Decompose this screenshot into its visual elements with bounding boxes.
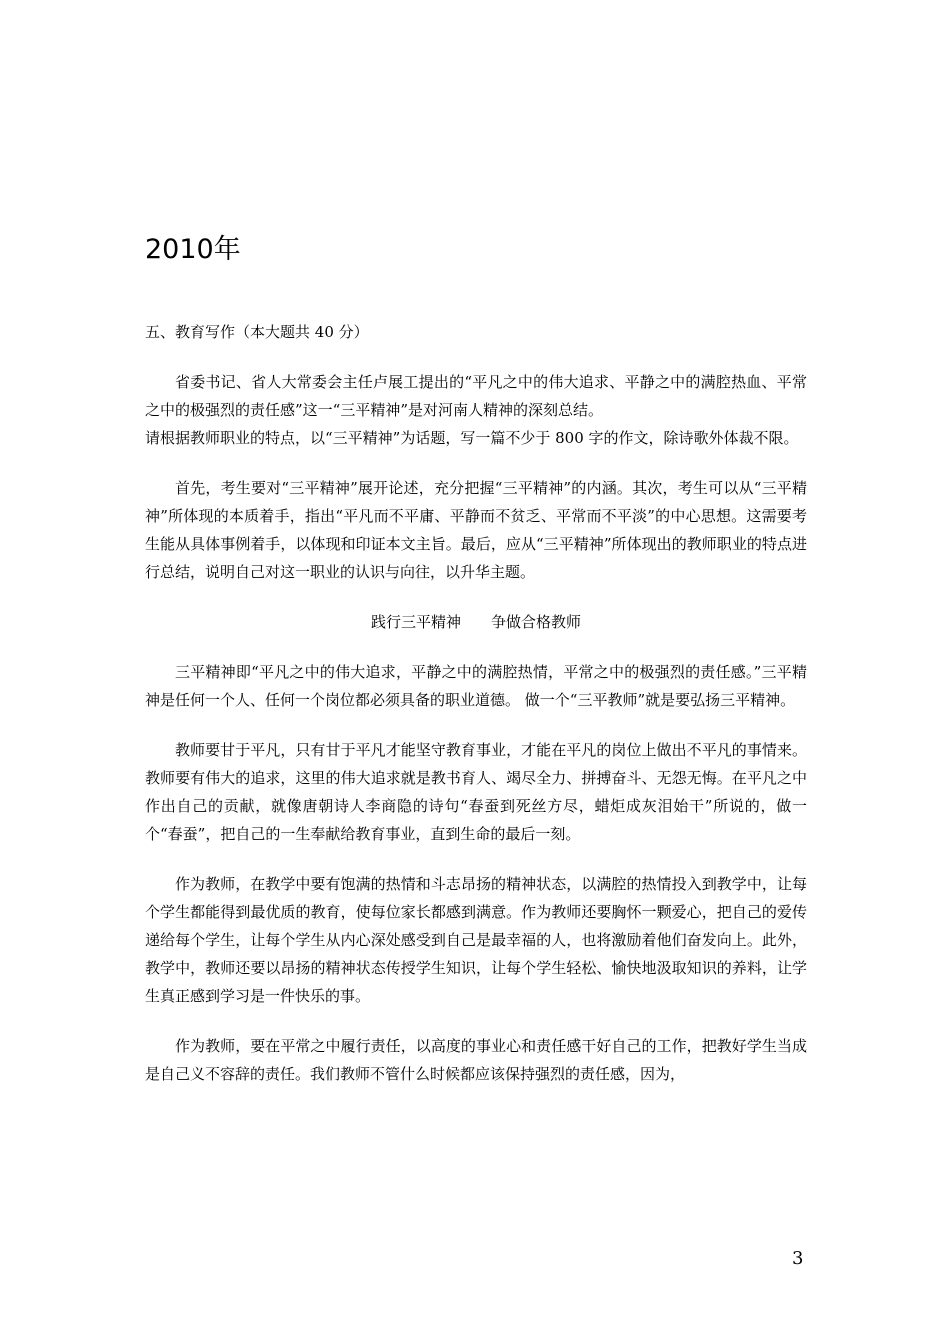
essay-paragraph-2: 教师要甘于平凡，只有甘于平凡才能坚守教育事业，才能在平凡的岗位上做出不平凡的事情来。教师要有伟大的追求，这里的伟大追求就是教书育人、竭尽全力、拼搏奋斗、无怨无悔。在平凡之中作出自己的贡献，就像唐朝诗人李商隐的诗句“春蚕到死丝方尽，蜡炬成灰泪始干”所说的，做一个“春蚕”，把自己的一生奉献给教育事业，直到生命的最后一刻。 <box>145 741 807 843</box>
guidance-paragraph: 首先，考生要对“三平精神”展开论述，充分把握“三平精神”的内涵。其次，考生可以从“三平精神”所体现的本质着手，指出“平凡而不平庸、平静而不贫乏、平常而不平淡”的中心思想。这需要考生能从具体事例着手，以体现和印证本文主旨。最后，应从“三平精神”所体现出的教师职业的特点进行总结，说明自己对这一职业的认识与向往，以升华主题。 <box>145 479 807 581</box>
essay-paragraph-4: 作为教师，要在平常之中履行责任，以高度的事业心和责任感干好自己的工作，把教好学生当成是自己义不容辞的责任。我们教师不管什么时候都应该保持强烈的责任感，因为， <box>145 1037 807 1083</box>
page-number: 3 <box>792 1248 804 1269</box>
page-heading: 2010年 <box>145 234 241 265</box>
essay-title: 践行三平精神 争做合格教师 <box>370 613 581 631</box>
prompt-paragraph: 省委书记、省人大常委会主任卢展工提出的“平凡之中的伟大追求、平静之中的满腔热血、平常之中的极强烈的责任感”这一“三平精神”是对河南人精神的深刻总结。 <box>145 373 807 419</box>
essay-paragraph-3: 作为教师，在教学中要有饱满的热情和斗志昂扬的精神状态，以满腔的热情投入到教学中，让每个学生都能得到最优质的教育，使每位家长都感到满意。作为教师还要胸怀一颗爱心，把自己的爱传递给每个学生，让每个学生从内心深处感受到自己是最幸福的人，也将激励着他们奋发向上。此外，教学中，教师还要以昂扬的精神状态传授学生知识，让每个学生轻松、愉快地汲取知识的养料，让学生真正感到学习是一件快乐的事。 <box>145 875 807 1005</box>
prompt-instruction: 请根据教师职业的特点，以“三平精神”为话题，写一篇不少于 800 字的作文，除诗歌外体裁不限。 <box>145 429 799 447</box>
document-body <box>145 318 807 1088</box>
essay-paragraph-1: 三平精神即“平凡之中的伟大追求，平静之中的满腔热情，平常之中的极强烈的责任感。”三平精神是任何一个人、任何一个岗位都必须具备的职业道德。 做一个“三平教师”就是要弘扬三平精神。 <box>145 663 807 709</box>
section-heading: 五、教育写作（本大题共 40 分） <box>145 323 369 341</box>
